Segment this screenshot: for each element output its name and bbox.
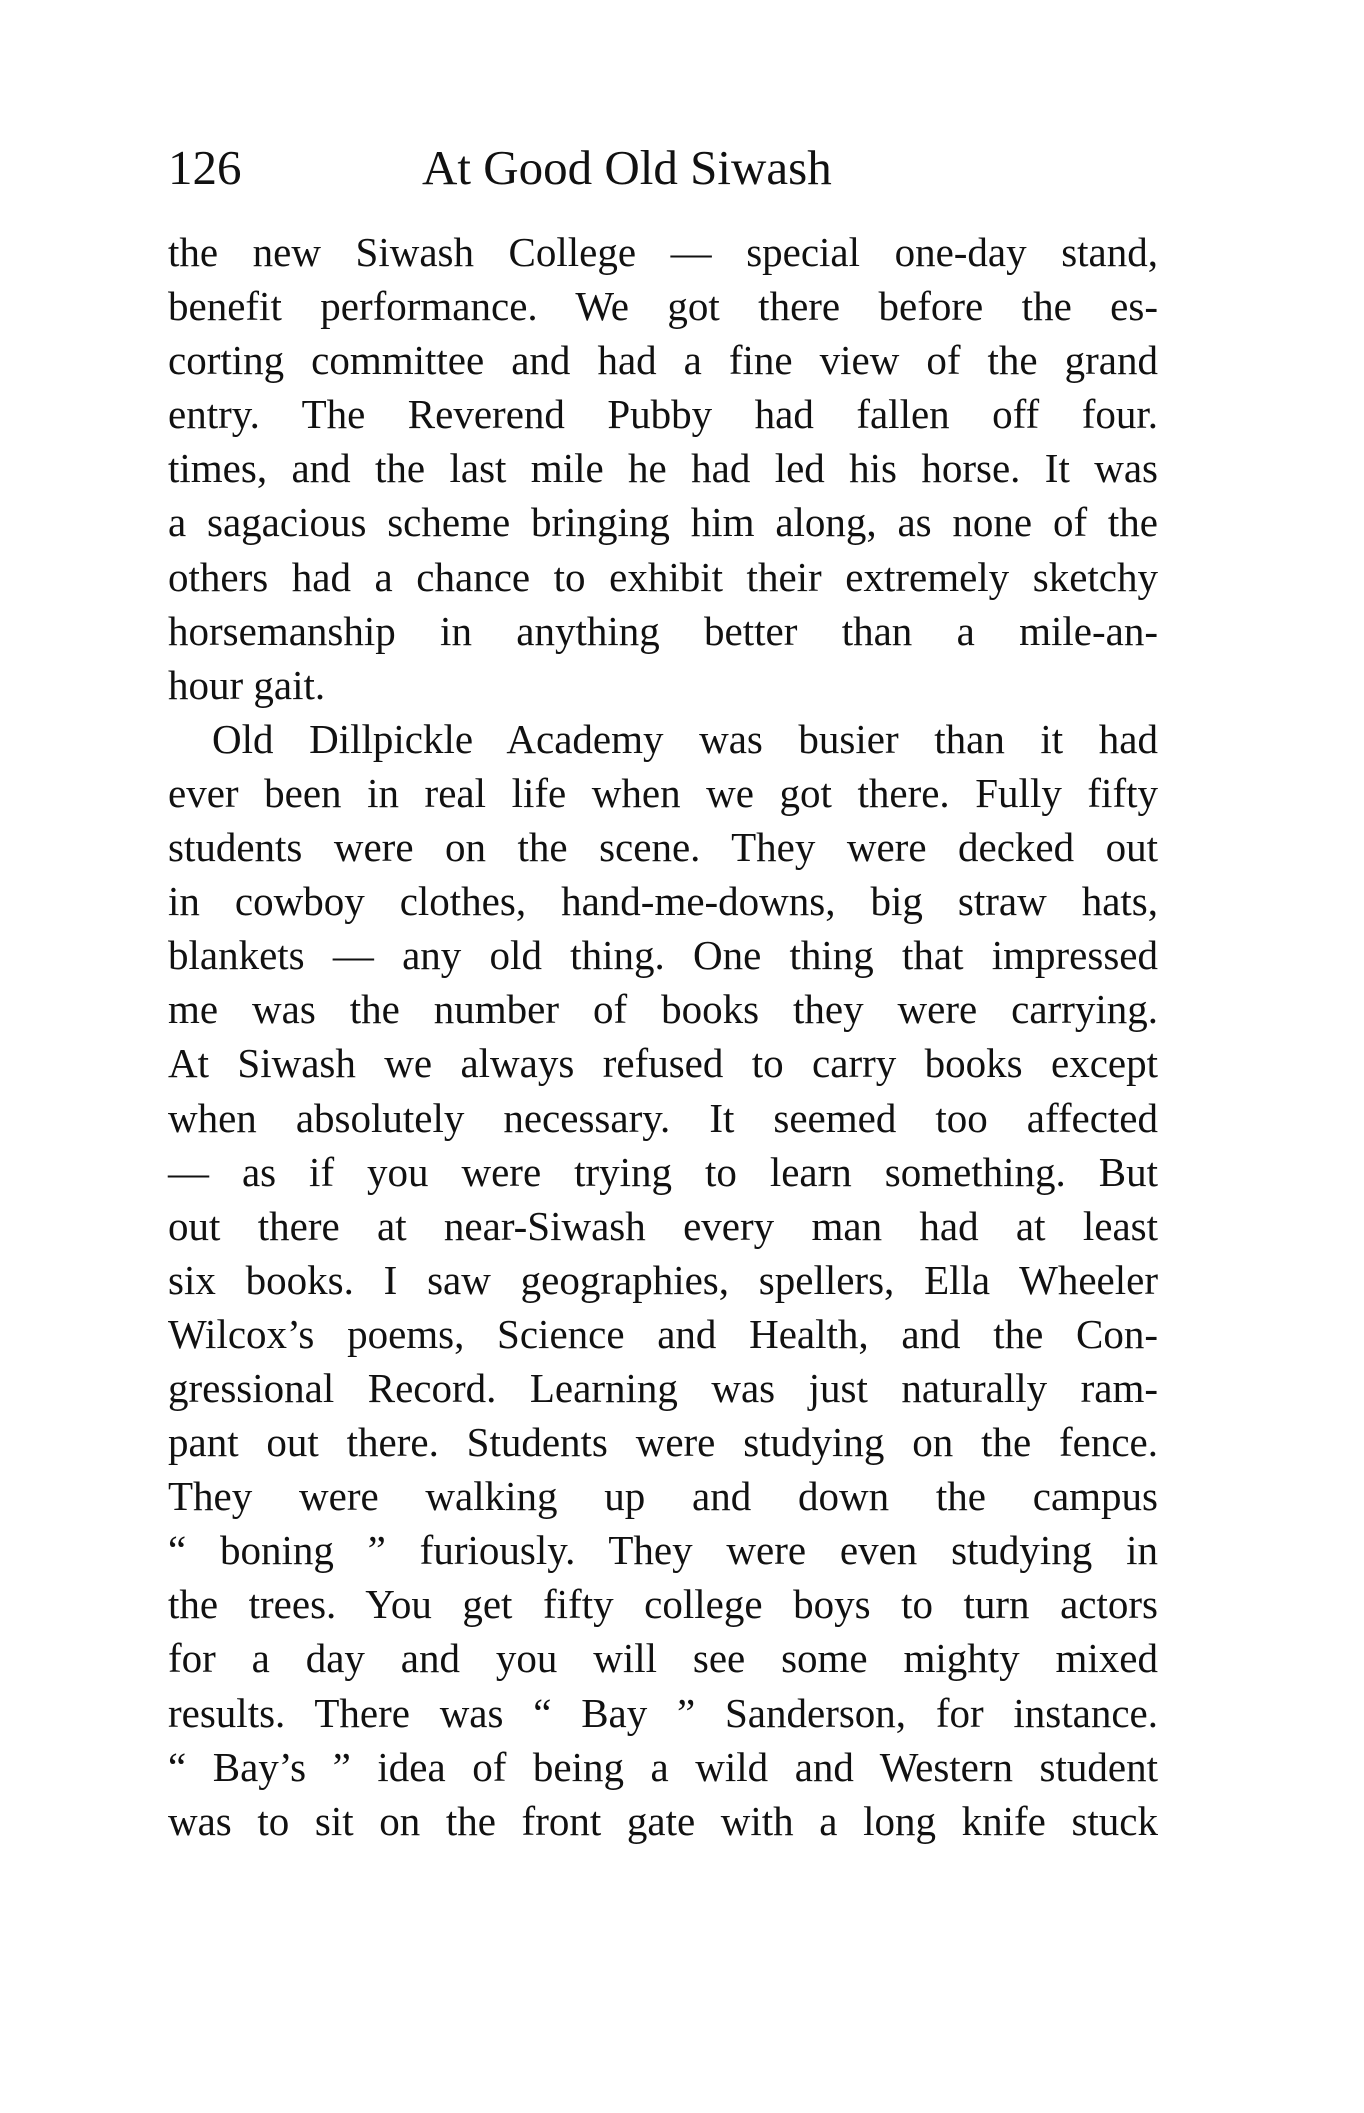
text-line: in cowboy clothes, hand-me-downs, big straw hats, [168,878,1158,925]
page-number: 126 [168,140,242,195]
text-line: “ boning ” furiously. They were even studying in [168,1527,1158,1574]
text-line: when absolutely necessary. It seemed too affected [168,1094,1158,1141]
text-line: They were walking up and down the campus [168,1473,1158,1520]
text-line: results. There was “ Bay ” Sanderson, for instance. [168,1689,1158,1736]
text-line: times, and the last mile he had led his horse. It was [168,445,1158,492]
text-line: — as if you were trying to learn something. But [168,1148,1158,1195]
text-line: gressional Record. Learning was just naturally ram- [168,1364,1158,1411]
text-line: blankets — any old thing. One thing that impressed [168,932,1158,979]
body-text [168,225,1158,1848]
text-line: corting committee and had a fine view of the grand [168,337,1158,384]
text-line: the trees. You get fifty college boys to turn actors [168,1581,1158,1628]
text-line: horsemanship in anything better than a mile-an- [168,607,1158,654]
text-line: “ Bay’s ” idea of being a wild and Western student [168,1743,1158,1790]
text-line: a sagacious scheme bringing him along, as none of the [168,499,1158,546]
text-line: students were on the scene. They were decked out [168,824,1158,871]
text-line: ever been in real life when we got there. Fully fifty [168,769,1158,816]
text-line: me was the number of books they were carrying. [168,986,1158,1033]
text-line: Wilcox’s poems, Science and Health, and the Con- [168,1310,1158,1357]
text-line: six books. I saw geographies, spellers, Ella Wheeler [168,1256,1158,1303]
text-line: At Siwash we always refused to carry books except [168,1040,1158,1087]
text-line: hour gait. [168,661,326,708]
paragraph-start-line: Old Dillpickle Academy was busier than it had [212,715,1158,762]
text-line: others had a chance to exhibit their extremely sketchy [168,553,1158,600]
text-line: pant out there. Students were studying on the fence. [168,1419,1158,1466]
running-head: At Good Old Siwash [422,140,832,195]
text-line: the new Siwash College — special one-day stand, [168,229,1158,275]
text-line: out there at near-Siwash every man had at least [168,1202,1158,1249]
text-line: benefit performance. We got there before the es- [168,283,1158,330]
text-line: entry. The Reverend Pubby had fallen off four. [168,391,1158,438]
text-line: for a day and you will see some mighty mixed [168,1635,1158,1682]
page-header [168,138,1168,198]
text-line: was to sit on the front gate with a long knife stuck [168,1797,1158,1844]
